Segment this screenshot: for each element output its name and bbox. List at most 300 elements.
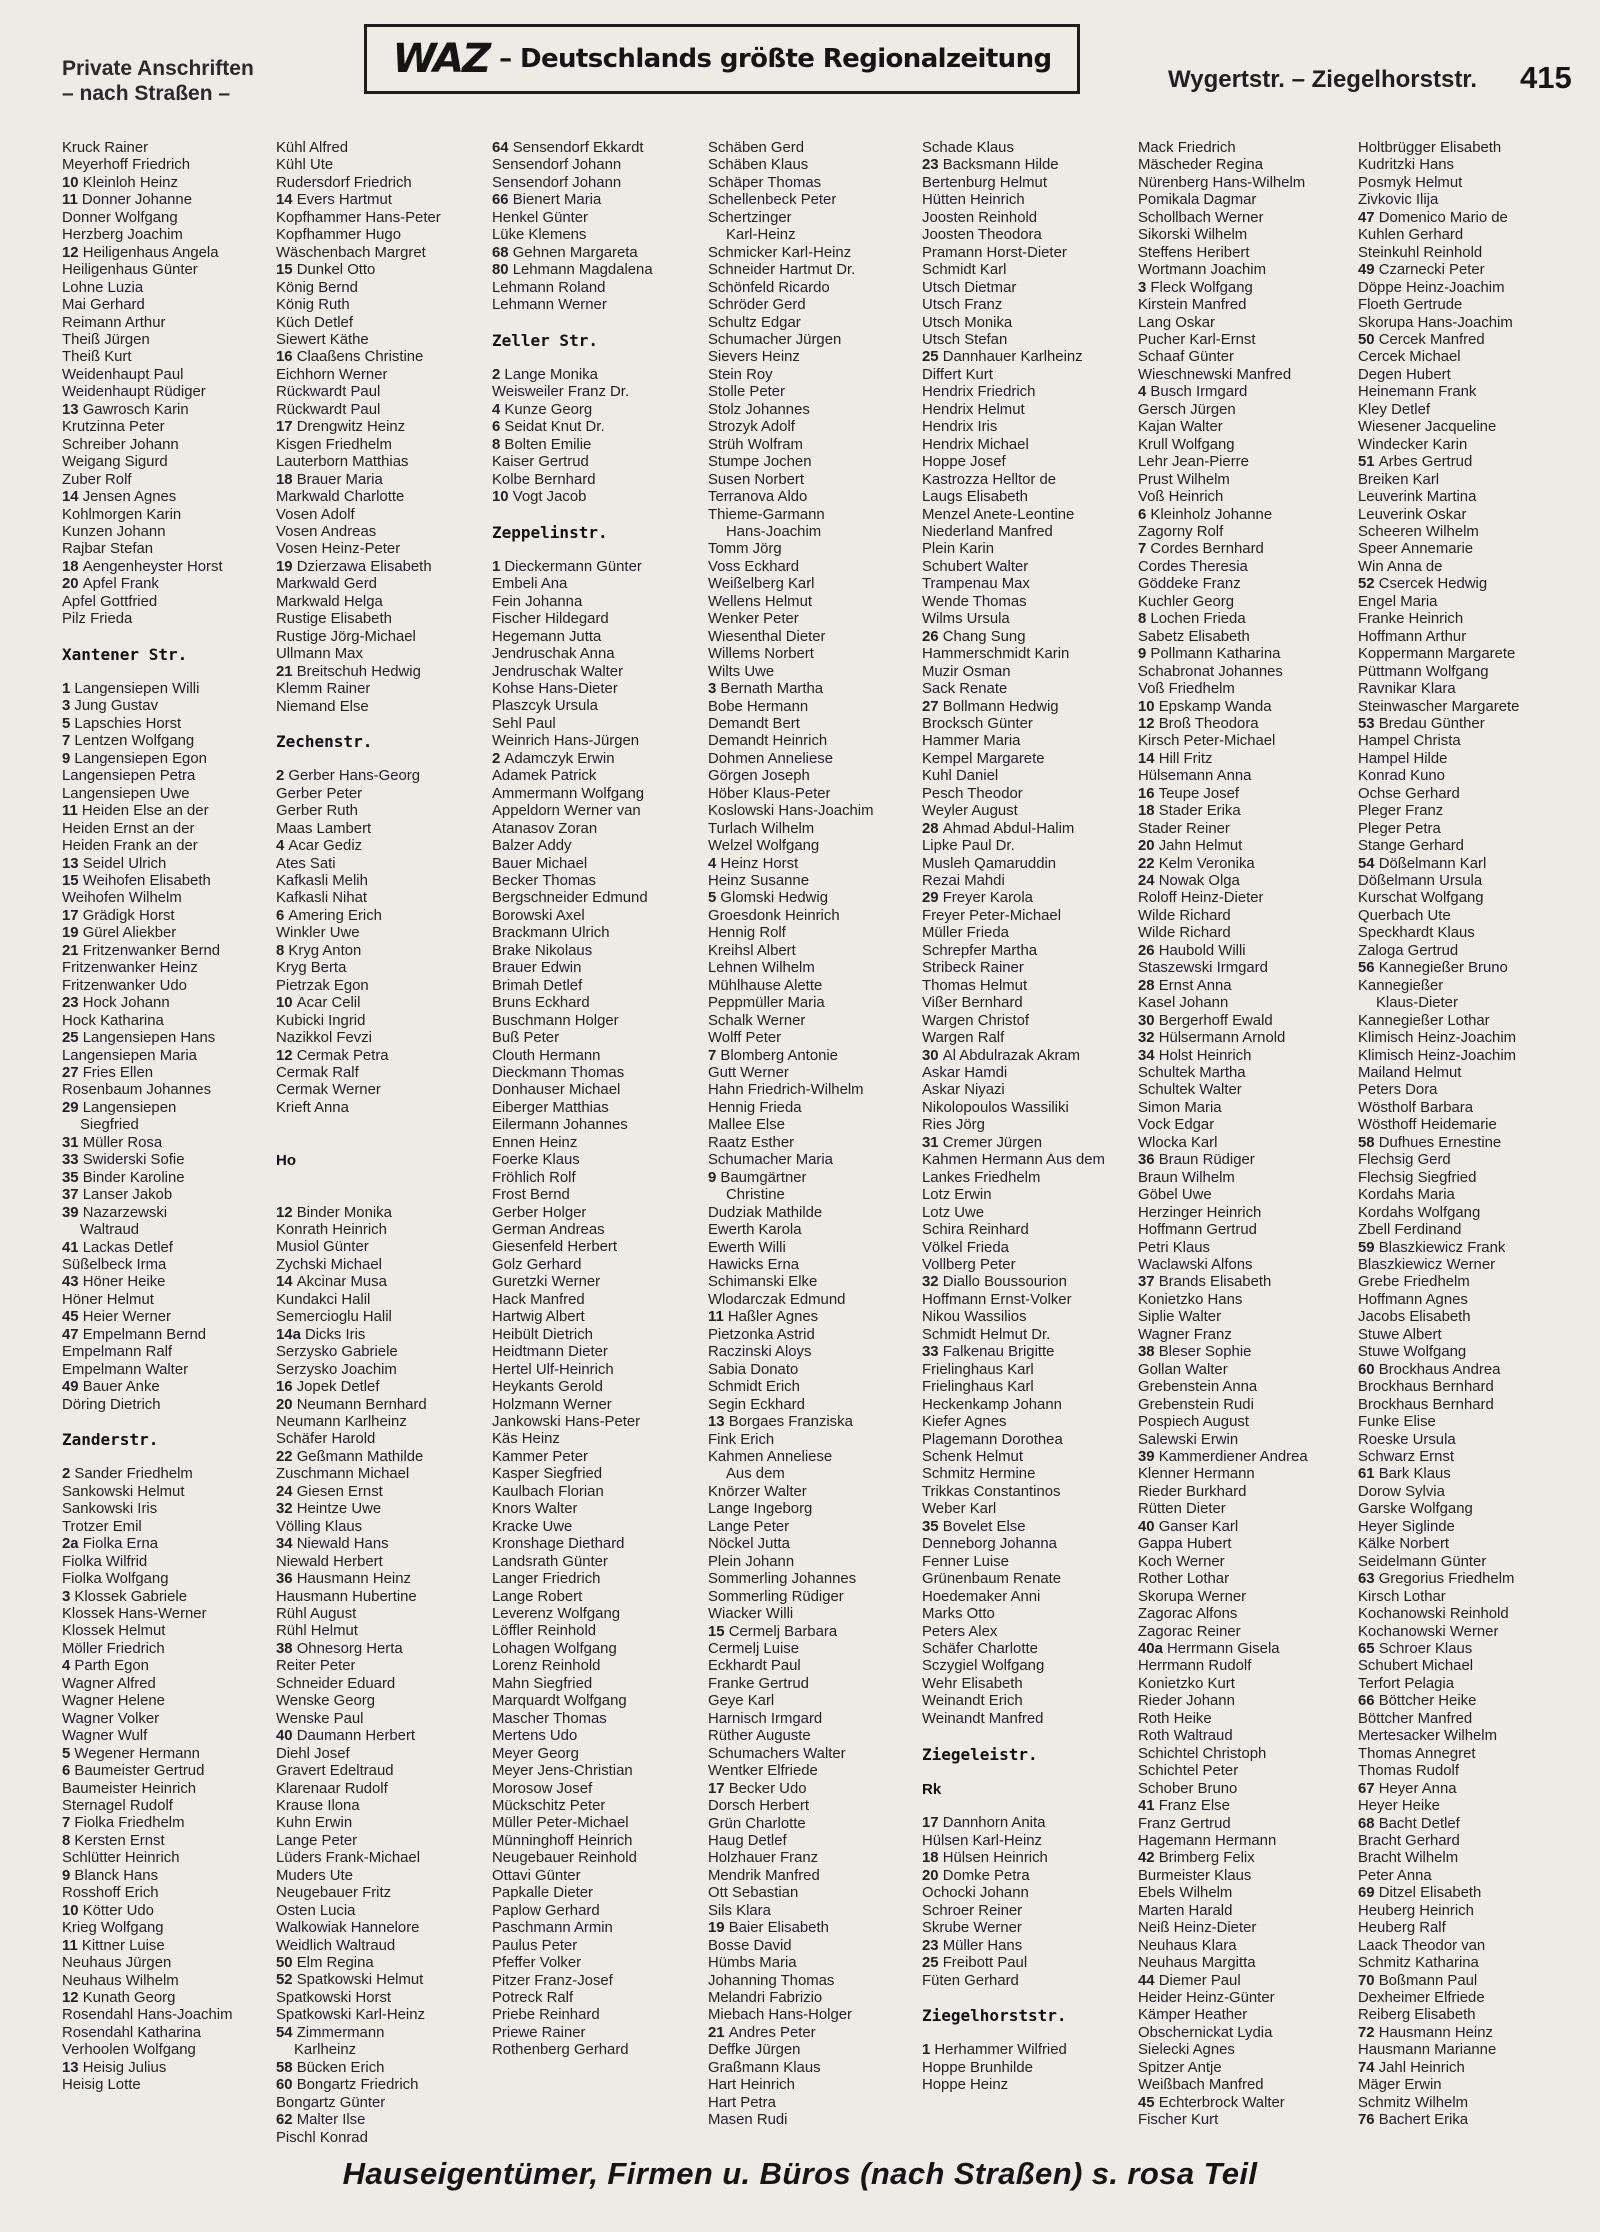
directory-entry <box>1358 1693 1586 1710</box>
house-number: 49 <box>62 1379 83 1396</box>
directory-entry: Spatkowski Karl-Heinz <box>276 2007 425 2024</box>
directory-entry <box>1138 280 1350 297</box>
directory-entry: Rudersdorf Friedrich <box>276 174 412 191</box>
resident-name: Kersten Ernst <box>74 1832 165 1849</box>
directory-entry: Stolz Johannes <box>708 401 810 418</box>
directory-entry: Harnisch Irmgard <box>708 1710 823 1727</box>
house-number: 14 <box>276 192 297 209</box>
resident-name: Fiolka Erna <box>82 1536 159 1553</box>
directory-entry: Bruns Eckhard <box>492 995 590 1012</box>
resident-name: Heiligenhaus Angela <box>82 244 219 261</box>
directory-entry: Melandri Fabrizio <box>708 1990 823 2007</box>
directory-entry: Askar Hamdi <box>922 1065 1008 1082</box>
spacer <box>276 1187 486 1204</box>
street-heading: Ziegelhorststr. <box>922 2006 1067 2026</box>
directory-entry <box>1358 1466 1586 1483</box>
directory-entry: Kuhn Erwin <box>276 1815 353 1832</box>
entry-continuation: Waltraud <box>80 1222 140 1239</box>
resident-name: Broß Theodora <box>1158 715 1259 732</box>
directory-entry: Süßelbeck Irma <box>62 1256 167 1273</box>
directory-entry: Schichtel Christoph <box>1138 1745 1267 1762</box>
house-number: 17 <box>62 907 83 924</box>
resident-name: Kammerdiener Andrea <box>1158 1448 1308 1465</box>
directory-entry: Herrmann Rudolf <box>1138 1658 1252 1675</box>
house-number: 2 <box>492 750 505 767</box>
resident-name: Hülsen Heinrich <box>942 1850 1048 1867</box>
directory-entry: Guretzki Werner <box>492 1274 601 1291</box>
directory-entry <box>62 489 268 506</box>
directory-entry: Grün Charlotte <box>708 1815 806 1832</box>
resident-name: Ganser Karl <box>1158 1518 1239 1535</box>
directory-entry: Klemm Rainer <box>276 681 371 698</box>
directory-entry: Musleh Qamaruddin <box>922 855 1057 872</box>
directory-entry: Schertzinger <box>708 209 792 226</box>
directory-entry: Langer Friedrich <box>492 1571 601 1588</box>
house-number: 7 <box>62 733 75 750</box>
directory-entry <box>276 1972 486 1989</box>
directory-entry: Pitzer Franz-Josef <box>492 1972 613 1989</box>
house-number: 20 <box>1138 838 1159 855</box>
directory-entry: Eckhardt Paul <box>708 1658 801 1675</box>
house-number: 40 <box>276 1728 297 1745</box>
directory-entry: Pramann Horst-Dieter <box>922 244 1067 261</box>
directory-entry: Diehl Josef <box>276 1745 350 1762</box>
directory-entry <box>276 2112 486 2129</box>
directory-entry: Schalk Werner <box>708 1012 806 1029</box>
directory-entry: Donner Wolfgang <box>62 209 178 226</box>
directory-entry: Plein Johann <box>708 1553 795 1570</box>
resident-name: Ahmad Abdul-Halim <box>942 820 1075 837</box>
directory-entry: Lehmann Roland <box>492 279 606 296</box>
directory-entry: Lipke Paul Dr. <box>922 838 1015 855</box>
directory-entry: Knors Walter <box>492 1501 578 1518</box>
directory-entry: Kämper Heather <box>1138 2007 1248 2024</box>
directory-entry: Thomas Annegret <box>1358 1745 1476 1762</box>
directory-entry: Prust Wilhelm <box>1138 471 1230 488</box>
directory-entry <box>276 1641 486 1658</box>
directory-entry <box>62 751 268 768</box>
directory-entry: Groesdonk Heinrich <box>708 907 840 924</box>
house-number: 18 <box>922 1850 943 1867</box>
directory-entry: Weigang Sigurd <box>62 454 168 471</box>
directory-entry <box>492 367 702 384</box>
directory-entry <box>1358 1135 1586 1152</box>
house-number: 67 <box>1358 1780 1379 1797</box>
directory-entry <box>922 157 1134 174</box>
directory-entry: Schade Klaus <box>922 140 1014 156</box>
directory-entry <box>708 890 920 907</box>
directory-entry: Pesch Theodor <box>922 785 1023 802</box>
directory-entry: Jankowski Hans-Peter <box>492 1414 641 1431</box>
directory-entry: Empelmann Walter <box>62 1361 189 1378</box>
directory-entry: Peters Dora <box>1358 1082 1438 1099</box>
directory-entry: Hart Heinrich <box>708 2077 795 2094</box>
directory-entry: Bobe Hermann <box>708 698 809 715</box>
directory-entry: Fritzenwanker Udo <box>62 977 187 994</box>
resident-name: Kötter Udo <box>82 1902 154 1919</box>
directory-entry: Gravert Edeltraud <box>276 1763 394 1780</box>
directory-entry <box>922 1135 1134 1152</box>
directory-entry <box>1138 1274 1350 1291</box>
directory-entry: Schabronat Johannes <box>1138 663 1283 680</box>
directory-entry: Sikorski Wilhelm <box>1138 227 1248 244</box>
directory-entry: Maas Lambert <box>276 820 372 837</box>
directory-entry: Kopfhammer Hugo <box>276 227 401 244</box>
directory-entry: Schmidt Karl <box>922 262 1007 279</box>
directory-entry: Wieschnewski Manfred <box>1138 366 1292 383</box>
house-number: 34 <box>276 1536 297 1553</box>
resident-name: Haubold Willi <box>1158 942 1246 959</box>
directory-entry: Wende Thomas <box>922 593 1027 610</box>
directory-entry <box>492 437 702 454</box>
directory-entry: Franke Gertrud <box>708 1675 809 1692</box>
directory-entry: Brauer Edwin <box>492 960 582 977</box>
directory-entry: Holzhauer Franz <box>708 1850 819 1867</box>
directory-column-1 <box>62 140 268 2095</box>
directory-entry: Rustige Jörg-Michael <box>276 628 416 645</box>
house-number: 12 <box>1138 715 1159 732</box>
house-number: 80 <box>492 262 513 279</box>
directory-entry: Weidenhaupt Rüdiger <box>62 384 206 401</box>
directory-entry: Küch Detlef <box>276 314 353 331</box>
directory-entry: Dorow Sylvia <box>1358 1483 1445 1500</box>
directory-entry: Stribeck Rainer <box>922 960 1024 977</box>
directory-entry: Schäfer Harold <box>276 1431 376 1448</box>
resident-name: Bachert Erika <box>1378 2112 1469 2129</box>
directory-entry: Kohlmorgen Karin <box>62 506 182 523</box>
directory-entry: Fein Johanna <box>492 593 583 610</box>
directory-entry: Kajan Walter <box>1138 419 1223 436</box>
directory-entry: Kannegießer <box>1358 977 1444 994</box>
resident-name: Langensiepen <box>82 1099 177 1116</box>
directory-entry: Win Anna de <box>1358 558 1443 575</box>
directory-entry: Kreihsl Albert <box>708 942 796 959</box>
directory-entry: Utsch Monika <box>922 314 1013 331</box>
directory-entry <box>276 1571 486 1588</box>
house-number: 8 <box>276 942 289 959</box>
directory-entry: Fischer Kurt <box>1138 2112 1219 2129</box>
house-number: 47 <box>1358 209 1379 226</box>
directory-entry <box>1358 1885 1586 1902</box>
resident-name: Geßmann Mathilde <box>296 1448 424 1465</box>
resident-name: Dufhues Ernestine <box>1378 1134 1502 1151</box>
house-number: 31 <box>922 1134 943 1151</box>
directory-entry <box>922 1815 1134 1832</box>
directory-entry: Kochanowski Reinhold <box>1358 1606 1509 1623</box>
resident-name: Höner Heike <box>82 1274 166 1291</box>
house-number: 51 <box>1358 454 1379 471</box>
directory-entry: Vosen Heinz-Peter <box>276 541 401 558</box>
directory-entry: Schaaf Günter <box>1138 349 1235 366</box>
directory-entry <box>62 1466 268 1483</box>
directory-entry: Gersch Jürgen <box>1138 401 1236 418</box>
house-number: 50 <box>276 1955 297 1972</box>
house-number: 9 <box>1138 646 1151 663</box>
directory-entry: Holtbrügger Elisabeth <box>1358 140 1502 156</box>
house-number: 35 <box>62 1169 83 1186</box>
house-number: 21 <box>62 942 83 959</box>
directory-entry <box>1138 611 1350 628</box>
directory-entry: Skorupa Werner <box>1138 1588 1247 1605</box>
directory-entry: Schubert Michael <box>1358 1658 1474 1675</box>
directory-entry <box>1138 2095 1350 2112</box>
directory-entry: Funke Elise <box>1358 1414 1436 1431</box>
house-number: 11 <box>62 803 82 820</box>
house-number: 45 <box>1138 2094 1159 2111</box>
directory-entry: Wargen Christof <box>922 1012 1030 1029</box>
resident-name: Brimberg Felix <box>1158 1850 1255 1867</box>
directory-entry: Klimisch Heinz-Joachim <box>1358 1047 1517 1064</box>
directory-entry: Niederland Manfred <box>922 523 1053 540</box>
directory-entry: Heyer Heike <box>1358 1798 1440 1815</box>
resident-name: Bovelet Else <box>942 1518 1026 1535</box>
section-label-line2: – nach Straßen – <box>62 82 231 105</box>
directory-entry: Foerke Klaus <box>492 1152 580 1169</box>
resident-name: Bollmann Hedwig <box>942 698 1059 715</box>
resident-name: Bredau Günther <box>1378 715 1485 732</box>
directory-entry: Lüders Frank-Michael <box>276 1850 420 1867</box>
house-number: 60 <box>1358 1361 1379 1378</box>
directory-entry <box>922 1519 1134 1536</box>
directory-entry <box>708 856 920 873</box>
directory-entry: Vosen Adolf <box>276 506 355 523</box>
house-number: 31 <box>62 1134 83 1151</box>
directory-entry: Fenner Luise <box>922 1553 1009 1570</box>
resident-name: Nazarzewski <box>82 1204 168 1221</box>
directory-entry: Mückschitz Peter <box>492 1797 606 1814</box>
directory-entry: Trotzer Emil <box>62 1518 142 1535</box>
directory-entry: König Ruth <box>276 297 350 314</box>
directory-entry: Kirsch Lothar <box>1358 1588 1446 1605</box>
resident-name: Brauer Maria <box>296 471 383 488</box>
directory-entry: Paschmann Armin <box>492 1920 613 1937</box>
directory-entry: Weinandt Manfred <box>922 1710 1044 1727</box>
resident-name: Bücken Erich <box>296 2059 385 2076</box>
resident-name: Heier Werner <box>82 1309 171 1326</box>
directory-entry: Papkalle Dieter <box>492 1885 593 1902</box>
directory-entry <box>62 1868 268 1885</box>
directory-entry <box>922 1955 1134 1972</box>
resident-name: Empelmann Bernd <box>82 1326 207 1343</box>
directory-entry: Koch Werner <box>1138 1553 1225 1570</box>
directory-entry <box>276 664 486 681</box>
directory-entry: Appeldorn Werner van <box>492 803 641 820</box>
directory-entry: Brocksch Günter <box>922 715 1033 732</box>
directory-entry <box>276 995 486 1012</box>
directory-entry <box>922 349 1134 366</box>
resident-name: Zimmermann <box>296 2024 385 2041</box>
directory-entry: Demandt Bert <box>708 715 800 732</box>
house-number: 3 <box>62 1588 75 1605</box>
resident-name: Bolten Emilie <box>504 436 592 453</box>
house-number: 8 <box>1138 611 1151 628</box>
directory-entry: Frost Bernd <box>492 1187 570 1204</box>
directory-entry <box>492 245 702 262</box>
directory-entry: Mai Gerhard <box>62 297 145 314</box>
house-number: 37 <box>1138 1274 1159 1291</box>
directory-entry: Blaszkiewicz Werner <box>1358 1257 1496 1273</box>
directory-entry: Rosendahl Hans-Joachim <box>62 2007 233 2024</box>
directory-entry: Wilts Uwe <box>708 663 775 680</box>
house-number: 36 <box>276 1571 297 1588</box>
directory-entry: Adamek Patrick <box>492 768 597 785</box>
resident-name: Pollmann Katharina <box>1150 646 1281 663</box>
directory-entry: Windecker Karin <box>1358 436 1468 453</box>
house-number: 3 <box>1138 279 1151 296</box>
footer-notice: Hauseigentümer, Firmen u. Büros (nach Straßen) s. rosa Teil <box>342 2156 1258 2191</box>
directory-entry: Willems Norbert <box>708 646 814 663</box>
resident-name: Klossek Gabriele <box>74 1588 187 1605</box>
section-label-line1: Private Anschriften <box>62 57 254 80</box>
entry-continuation: Christine <box>726 1187 785 1204</box>
directory-entry: Donhauser Michael <box>492 1082 621 1099</box>
resident-name: Czarnecki Peter <box>1378 262 1485 279</box>
directory-entry: Lankes Friedhelm <box>922 1169 1041 1186</box>
house-number: 66 <box>492 192 513 209</box>
directory-entry: Lohagen Wolfgang <box>492 1640 617 1657</box>
house-number: 23 <box>922 157 943 174</box>
entry-continuation: Aus dem <box>726 1466 785 1483</box>
directory-entry: Utsch Stefan <box>922 331 1008 348</box>
directory-entry: Osten Lucia <box>276 1902 356 1919</box>
house-number: 49 <box>1358 262 1379 279</box>
directory-entry <box>922 821 1134 838</box>
directory-entry <box>1138 1030 1350 1047</box>
directory-entry: Leuverink Martina <box>1358 489 1477 506</box>
resident-name: Jensen Agnes <box>82 489 177 506</box>
directory-entry: Joosten Reinhold <box>922 209 1038 226</box>
directory-entry <box>276 768 486 785</box>
directory-entry: Walkowiak Hannelore <box>276 1920 420 1937</box>
resident-name: Busch Irmgard <box>1150 384 1248 401</box>
directory-entry: Hartwig Albert <box>492 1309 585 1326</box>
directory-entry: Wilde Richard <box>1138 907 1231 924</box>
directory-entry: Zagorac Alfons <box>1138 1606 1238 1623</box>
directory-entry: Wösthoff Heidemarie <box>1358 1117 1497 1134</box>
house-number: 26 <box>922 628 943 645</box>
directory-entry: Möller Friedrich <box>62 1640 165 1657</box>
directory-entry: Paplow Gerhard <box>492 1902 600 1919</box>
directory-entry: Dößelmann Ursula <box>1358 873 1483 890</box>
directory-entry: Gappa Hubert <box>1138 1536 1232 1553</box>
directory-entry: Vosen Andreas <box>276 523 377 540</box>
resident-name: Jahl Heinrich <box>1378 2059 1465 2076</box>
house-number: 20 <box>276 1396 297 1413</box>
directory-entry <box>1138 384 1350 401</box>
directory-entry <box>62 1746 268 1763</box>
directory-entry: Mendrik Manfred <box>708 1867 820 1884</box>
resident-name: Fries Ellen <box>82 1064 154 1081</box>
resident-name: Baier Elisabeth <box>728 1920 829 1937</box>
resident-name: Kleinloh Heinz <box>82 174 178 191</box>
directory-entry <box>1358 856 1586 873</box>
page-header <box>0 0 1600 140</box>
directory-entry: Kannegießer Lothar <box>1358 1012 1490 1029</box>
resident-name: Dzierzawa Elisabeth <box>296 558 432 575</box>
directory-entry <box>492 140 702 157</box>
resident-name: Langensiepen Hans <box>82 1030 216 1047</box>
resident-name: Kleinholz Johanne <box>1150 506 1273 523</box>
directory-entry: Schönfeld Ricardo <box>708 279 830 296</box>
directory-entry: Müller Frieda <box>922 925 1009 942</box>
directory-entry: Wagner Alfred <box>62 1675 156 1692</box>
directory-entry: Sommerling Johannes <box>708 1571 857 1588</box>
resident-name: Holst Heinrich <box>1158 1047 1252 1064</box>
spacer <box>276 751 486 768</box>
directory-entry: Rother Lothar <box>1138 1571 1230 1588</box>
directory-entry: Konrad Kuno <box>1358 768 1445 785</box>
directory-entry <box>1138 507 1350 524</box>
directory-entry <box>62 1589 268 1606</box>
directory-entry: Serzysko Joachim <box>276 1361 397 1378</box>
masthead-box <box>364 24 1080 94</box>
directory-entry <box>1138 699 1350 716</box>
directory-entry: Peters Alex <box>922 1623 998 1640</box>
directory-entry: Weißbach Manfred <box>1138 2077 1264 2094</box>
house-number: 30 <box>1138 1012 1159 1029</box>
directory-entry: Heiden Frank an der <box>62 838 198 855</box>
directory-entry <box>62 1763 268 1780</box>
directory-entry: Wlodarczak Edmund <box>708 1291 846 1308</box>
directory-entry <box>1138 751 1350 768</box>
house-number: 15 <box>62 873 83 889</box>
resident-name: Schroer Klaus <box>1378 1640 1473 1657</box>
directory-entry: Kasper Siegfried <box>492 1466 603 1483</box>
directory-entry: Pleger Petra <box>1358 820 1441 837</box>
directory-entry: Weyler August <box>922 803 1018 820</box>
directory-entry: Kühl Alfred <box>276 140 349 156</box>
resident-name: Fritzenwanker Bernd <box>82 942 221 959</box>
directory-entry: Dohmen Anneliese <box>708 750 833 767</box>
directory-entry: Vock Edgar <box>1138 1117 1215 1134</box>
directory-entry <box>708 1781 920 1798</box>
directory-entry: Hendrix Iris <box>922 419 998 436</box>
resident-name: Gerber Hans-Georg <box>288 768 421 785</box>
directory-entry: Bertenburg Helmut <box>922 174 1047 191</box>
directory-entry: Stein Roy <box>708 366 773 383</box>
directory-entry: Brockhaus Bernhard <box>1358 1396 1494 1413</box>
directory-entry: Sack Renate <box>922 681 1008 698</box>
house-number: 52 <box>1358 576 1379 593</box>
house-number: 29 <box>922 890 943 907</box>
directory-entry: Empelmann Ralf <box>62 1344 173 1361</box>
directory-entry: Zaloga Gertrud <box>1358 942 1459 959</box>
directory-entry: Sielecki Agnes <box>1138 2042 1235 2059</box>
directory-entry: Trampenau Max <box>922 576 1030 593</box>
resident-name: Bacht Detlef <box>1378 1815 1460 1832</box>
directory-entry: Krieft Anna <box>276 1099 349 1116</box>
directory-entry: Fritzenwanker Heinz <box>62 960 198 977</box>
directory-entry: Theiß Jürgen <box>62 331 150 348</box>
directory-entry: Hertel Ulf-Heinrich <box>492 1361 614 1378</box>
directory-entry: Wehr Elisabeth <box>922 1675 1023 1692</box>
directory-column-5 <box>922 140 1134 2095</box>
directory-entry: Terfort Pelagia <box>1358 1675 1455 1692</box>
directory-entry: Grebenstein Anna <box>1138 1379 1258 1396</box>
directory-entry: Wortmann Joachim <box>1138 262 1266 279</box>
directory-entry: Demandt Heinrich <box>708 733 828 750</box>
entry-continuation: Karlheinz <box>294 2042 357 2059</box>
spacer <box>276 1170 486 1187</box>
directory-entry: Wenske Paul <box>276 1710 364 1727</box>
directory-entry: Eilermann Johannes <box>492 1117 628 1134</box>
directory-entry <box>922 890 1134 907</box>
directory-entry: Heidtmann Dieter <box>492 1344 608 1361</box>
directory-entry <box>276 1205 486 1222</box>
directory-entry: Kracke Uwe <box>492 1518 573 1535</box>
house-number: 2 <box>62 1466 75 1483</box>
resident-name: Freyer Karola <box>942 890 1033 907</box>
